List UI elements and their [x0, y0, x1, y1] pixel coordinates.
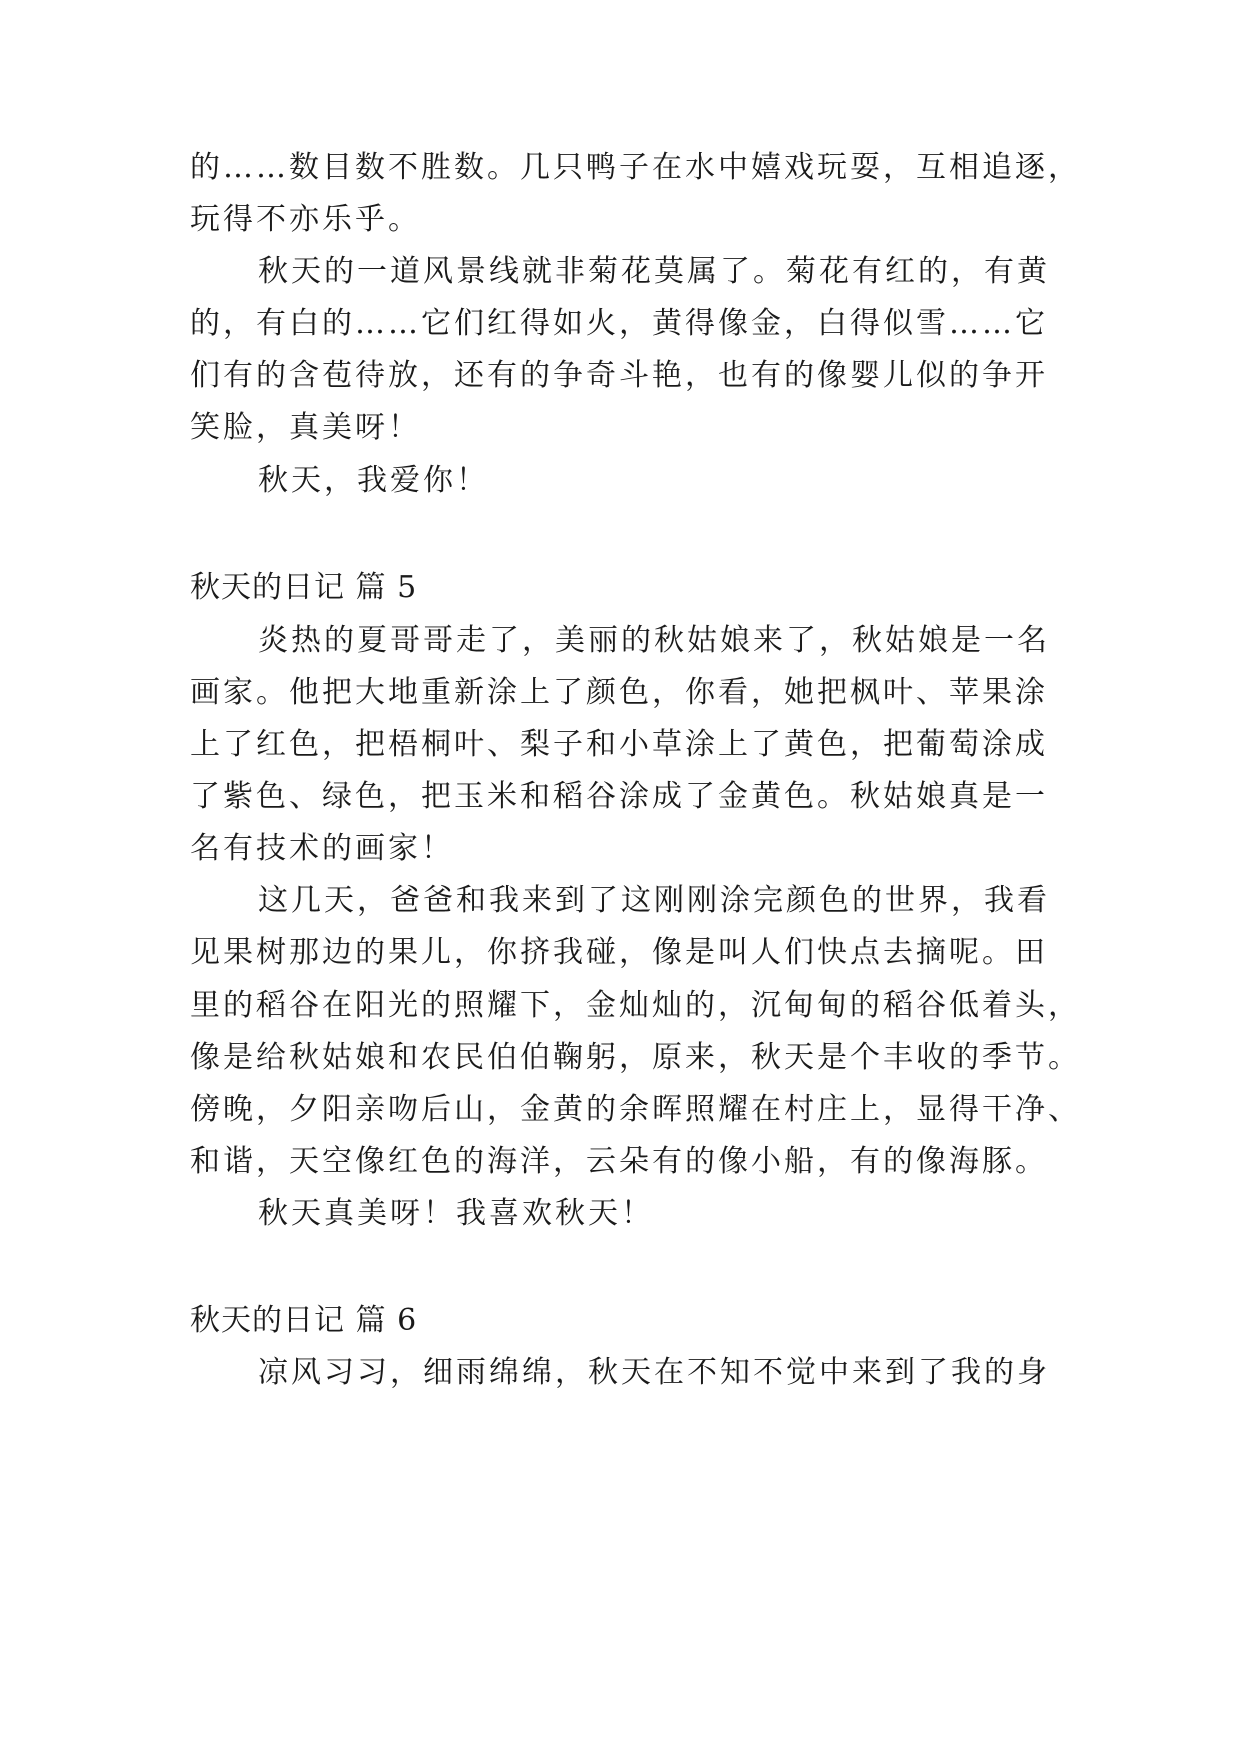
text-line: 的……数目数不胜数。几只鸭子在水中嬉戏玩耍，互相追逐，: [190, 150, 1081, 185]
text-line: 们有的含苞待放，还有的争奇斗艳，也有的像婴儿似的争开: [190, 358, 1048, 393]
text-line: 上了红色，把梧桐叶、梨子和小草涂上了黄色，把葡萄涂成: [190, 727, 1048, 762]
text-line: 了紫色、绿色，把玉米和稻谷涂成了金黄色。秋姑娘真是一: [190, 779, 1048, 814]
section-heading: 秋天的日记 篇 6: [190, 1303, 418, 1338]
text-line: 傍晚，夕阳亲吻后山，金黄的余晖照耀在村庄上，显得干净、: [190, 1092, 1081, 1127]
paragraph-start-line: 这几天，爸爸和我来到了这刚刚涂完颜色的世界，我看: [258, 883, 1050, 918]
text-line: 见果树那边的果儿，你挤我碰，像是叫人们快点去摘呢。田: [190, 935, 1048, 970]
text-line: 的，有白的……它们红得如火，黄得像金，白得似雪……它: [190, 306, 1048, 341]
text-line: 里的稻谷在阳光的照耀下，金灿灿的，沉甸甸的稻谷低着头，: [190, 988, 1081, 1023]
text-line: 笑脸，真美呀！: [190, 410, 421, 445]
text-line: 画家。他把大地重新涂上了颜色，你看，她把枫叶、苹果涂: [190, 675, 1048, 710]
paragraph-start-line: 秋天真美呀！我喜欢秋天！: [258, 1196, 654, 1231]
paragraph-start-line: 秋天的一道风景线就非菊花莫属了。菊花有红的，有黄: [258, 254, 1050, 289]
section-heading: 秋天的日记 篇 5: [190, 570, 418, 605]
paragraph-start-line: 炎热的夏哥哥走了，美丽的秋姑娘来了，秋姑娘是一名: [258, 623, 1050, 658]
text-line: 像是给秋姑娘和农民伯伯鞠躬，原来，秋天是个丰收的季节。: [190, 1040, 1081, 1075]
paragraph-start-line: 凉风习习，细雨绵绵，秋天在不知不觉中来到了我的身: [258, 1355, 1050, 1390]
text-line: 玩得不亦乐乎。: [190, 202, 421, 237]
text-line: 和谐，天空像红色的海洋，云朵有的像小船，有的像海豚。: [190, 1144, 1048, 1179]
text-line: 名有技术的画家！: [190, 831, 454, 866]
paragraph-start-line: 秋天，我爱你！: [258, 463, 489, 498]
